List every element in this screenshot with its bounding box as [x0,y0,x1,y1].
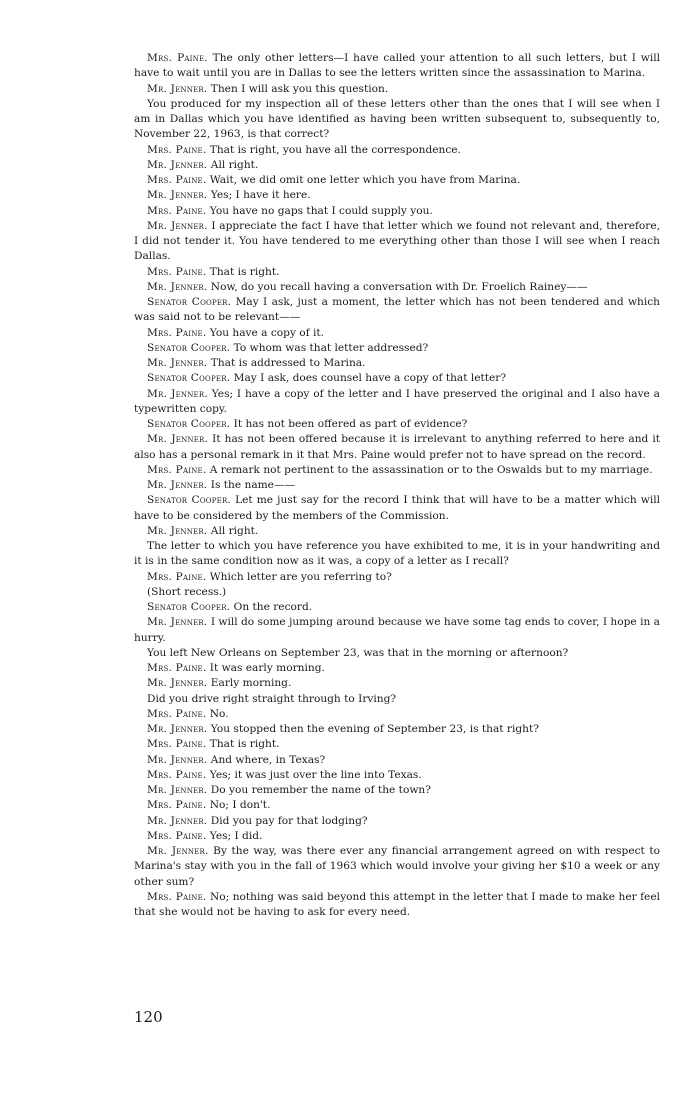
transcript-paragraph [134,326,660,341]
paragraph-text: You have no gaps that I could supply you. [209,204,433,217]
speaker-label: Mr. Jenner. [147,784,208,796]
paragraph-text: It has not been offered because it is irrelevant to anything referred to here and it also has a personal remark in it that Mrs. Paine would prefer not to have spread on the record. [134,433,660,461]
transcript-paragraph [134,615,660,646]
paragraph-text: You have a copy of it. [209,326,324,339]
transcript-paragraph [134,646,660,661]
paragraph-text: Early morning. [210,677,292,690]
page-number: 120 [134,1008,163,1026]
transcript-paragraph [134,173,660,188]
paragraph-text: I will do some jumping around because we have some tag ends to cover, I hope in a hurry. [134,616,660,644]
speaker-label: Mrs. Paine. [147,768,207,781]
speaker-label: Mrs. Paine. [147,174,207,186]
speaker-label: Mr. Jenner. [147,524,208,537]
paragraph-text: No; nothing was said beyond this attempt in the letter that I made to make her feel that she would not be having to ask for every need. [134,890,660,918]
paragraph-text: You stopped then the evening of September 23, is that right? [210,723,539,735]
transcript-paragraph [134,768,660,783]
speaker-label: Mrs. Paine. [147,265,207,278]
paragraph-text: Yes; I have a copy of the letter and I have preserved the original and I also have a typewritten copy. [134,387,660,415]
transcript-paragraph [134,798,660,813]
speaker-label: Mrs. Paine. [147,890,207,903]
speaker-label: Mr. Jenner. [147,433,209,446]
speaker-label: Senator Cooper. [147,341,231,354]
paragraph-text: Yes; it was just over the line into Texas. [209,768,422,781]
speaker-label: Mrs. Paine. [147,570,207,583]
paragraph-text: Wait, we did omit one letter which you have from Marina. [209,174,521,186]
transcript-paragraph [134,844,660,890]
transcript-paragraph [134,753,660,768]
speaker-label: Mrs. Paine. [147,326,207,339]
paragraph-text: Then I will ask you this question. [210,82,389,95]
speaker-label: Mrs. Paine. [147,463,207,476]
paragraph-text: By the way, was there ever any financial arrangement agreed on with respect to Marina's stay with you in the fall of 1963 which would involve your giving her $10 a week or any other sum? [134,845,660,888]
speaker-label: Mr. Jenner. [147,479,208,491]
speaker-label: Mr. Jenner. [147,753,208,766]
paragraph-text: May I ask, does counsel have a copy of that letter? [233,372,507,385]
transcript-paragraph [134,82,660,97]
paragraph-text: No; I don't. [209,799,271,812]
paragraph-text: The only other letters—I have called your attention to all such letters, but I will have to wait until you are in Dallas to see the letters written since the assassination to Marina. [134,52,660,80]
speaker-label: Mr. Jenner. [147,723,208,735]
paragraph-text: It was early morning. [209,662,325,674]
transcript-page [134,51,660,920]
speaker-label: Mr. Jenner. [147,616,208,629]
paragraph-text: Yes; I have it here. [210,189,311,202]
transcript-paragraph [134,600,660,615]
speaker-label: Mrs. Paine. [147,204,207,217]
transcript-paragraph [134,524,660,539]
paragraph-text: Yes; I did. [209,829,263,842]
transcript-paragraph [134,97,660,143]
paragraph-text: No. [209,707,229,720]
paragraph-text: That is right. [209,738,280,751]
paragraph-text: The letter to which you have reference you have exhibited to me, it is in your handwriting and it is in the same condition now as it was, a copy of a letter as I recall? [134,540,660,568]
paragraph-text: I appreciate the fact I have that letter which we found not relevant and, therefore, I did not tender it. You have tendered to me everything other than those I will see when I reach Dallas. [134,219,660,263]
paragraph-text: On the record. [233,601,313,613]
paragraph-text: That is right, you have all the correspondence. [209,143,461,156]
transcript-paragraph [134,890,660,921]
paragraph-text: (Short recess.) [147,585,227,598]
speaker-label: Mr. Jenner. [147,677,208,690]
paragraph-text: A remark not pertinent to the assassination or to the Oswalds but to my marriage. [209,463,653,476]
transcript-paragraph [134,539,660,570]
transcript-paragraph [134,371,660,386]
speaker-label: Mrs. Paine. [147,738,207,751]
transcript-paragraph [134,280,660,295]
transcript-paragraph [134,417,660,432]
paragraph-text: Is the name—— [210,479,296,491]
transcript-paragraph [134,478,660,493]
transcript-paragraph [134,188,660,203]
transcript-paragraph [134,265,660,280]
transcript-paragraph [134,737,660,752]
paragraph-text: You produced for my inspection all of these letters other than the ones that I will see when I am in Dallas which you have identified as having been written subsequent to, subsequently to, November 22, 1963, is that correct? [134,97,660,141]
speaker-label: Mr. Jenner. [147,219,208,232]
transcript-paragraph [134,463,660,478]
transcript-paragraph [134,432,660,463]
paragraph-text: And where, in Texas? [210,753,326,766]
paragraph-text: All right. [210,524,259,537]
speaker-label: Mrs. Paine. [147,799,207,812]
speaker-label: Mrs. Paine. [147,829,207,842]
speaker-label: Senator Cooper. [147,418,231,430]
speaker-label: Senator Cooper. [147,296,232,308]
paragraph-text: May I ask, just a moment, the letter which has not been tendered and which was said not to be relevant—— [134,296,660,324]
transcript-paragraph [134,387,660,418]
transcript-paragraph [134,341,660,356]
speaker-label: Mr. Jenner. [147,387,208,400]
speaker-label: Mr. Jenner. [147,814,208,827]
speaker-label: Mr. Jenner. [147,357,208,369]
transcript-paragraph [134,783,660,798]
transcript-paragraph [134,493,660,524]
paragraph-text: You left New Orleans on September 23, was that in the morning or afternoon? [147,646,569,659]
transcript-paragraph [134,707,660,722]
transcript-paragraph [134,661,660,676]
speaker-label: Mrs. Paine. [147,707,207,720]
speaker-label: Mrs. Paine. [147,143,207,156]
transcript-paragraph [134,295,660,326]
paragraph-text: All right. [210,158,259,171]
transcript-paragraph [134,692,660,707]
paragraph-text: That is right. [209,265,280,278]
speaker-label: Senator Cooper. [147,372,231,385]
paragraph-text: To whom was that letter addressed? [233,341,429,354]
transcript-paragraph [134,51,660,82]
transcript-paragraph [134,585,660,600]
transcript-paragraph [134,158,660,173]
transcript-paragraph [134,219,660,265]
speaker-label: Mr. Jenner. [147,845,209,857]
paragraph-text: Now, do you recall having a conversation with Dr. Froelich Rainey—— [210,280,588,293]
speaker-label: Mr. Jenner. [147,280,208,293]
transcript-paragraph [134,356,660,371]
paragraph-text: Let me just say for the record I think that will have to be a matter which will have to be considered by the members of the Commission. [134,494,660,522]
speaker-label: Senator Cooper. [147,494,231,507]
transcript-paragraph [134,143,660,158]
speaker-label: Mr. Jenner. [147,158,208,171]
paragraph-text: Did you drive right straight through to Irving? [147,692,397,705]
transcript-paragraph [134,722,660,737]
speaker-label: Mr. Jenner. [147,82,208,95]
paragraph-text: Which letter are you referring to? [209,570,392,583]
transcript-paragraph [134,814,660,829]
speaker-label: Mr. Jenner. [147,189,208,202]
transcript-paragraph [134,204,660,219]
paragraph-text: Did you pay for that lodging? [210,814,368,827]
speaker-label: Senator Cooper. [147,601,231,613]
paragraph-text: That is addressed to Marina. [210,357,366,369]
speaker-label: Mrs. Paine. [147,662,207,674]
transcript-paragraph [134,676,660,691]
paragraph-text: Do you remember the name of the town? [210,784,431,796]
transcript-paragraph [134,829,660,844]
transcript-paragraph [134,570,660,585]
speaker-label: Mrs. Paine. [147,52,208,64]
paragraph-text: It has not been offered as part of evidence? [233,418,468,430]
